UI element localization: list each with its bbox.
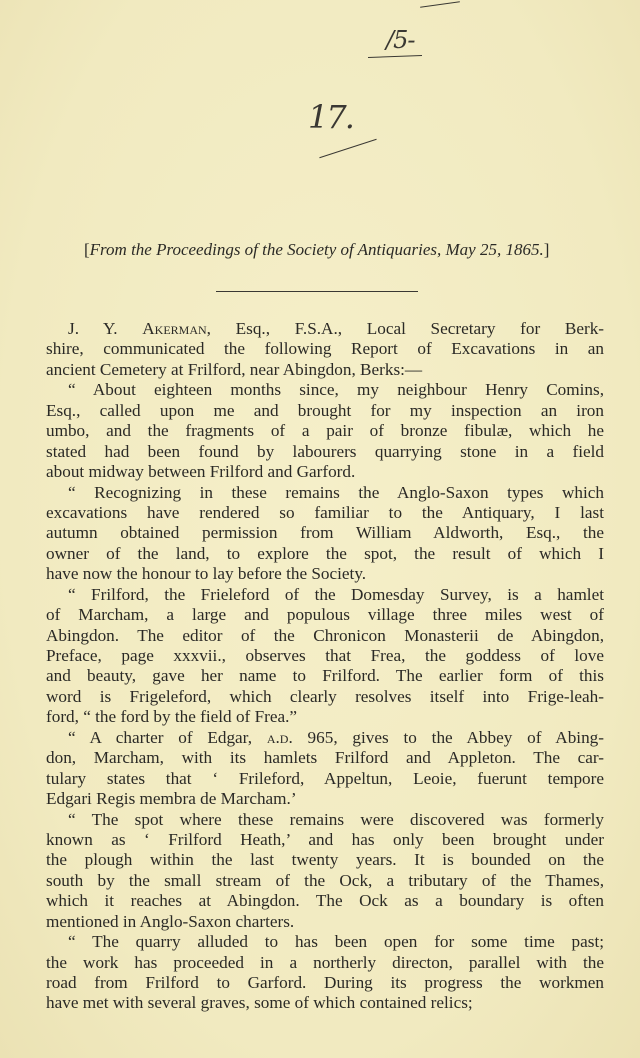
- text-segment: excavations have rendered so familiar to the Antiquary, I last: [46, 502, 604, 522]
- text-line: [46, 953, 604, 973]
- text-segment: ford, “ the ford by the field of Frea.”: [46, 707, 298, 727]
- citation-close-bracket: ]: [543, 240, 550, 259]
- text-line: [46, 401, 604, 421]
- text-segment: the plough within the last twenty years. It is bounded on the: [46, 850, 604, 870]
- text-line: [46, 871, 604, 891]
- text-line: [46, 769, 604, 789]
- text-line: [46, 687, 604, 707]
- text-line: [46, 523, 604, 543]
- text-line: [46, 810, 604, 830]
- text-line: [46, 503, 604, 523]
- text-segment: road from Frilford to Garford. During its progress the workmen: [46, 973, 604, 992]
- text-line: [46, 626, 604, 646]
- article-body: [46, 319, 604, 1014]
- text-segment: which it reaches at Abingdon. The Ock as a boundary is often: [46, 891, 604, 911]
- text-line: [46, 932, 604, 952]
- text-line: [46, 605, 604, 625]
- text-line: [46, 728, 604, 748]
- text-segment: about midway between Frilford and Garford.: [46, 462, 356, 482]
- text-segment: shire, communicated the following Report of Excavations in an: [46, 339, 604, 359]
- text-line: [46, 912, 604, 932]
- text-line: [46, 421, 604, 441]
- text-segment: 965, gives to the Abbey of Abing-: [292, 727, 604, 747]
- handwritten-number-mark: 17.: [308, 98, 353, 136]
- text-segment: mentioned in Anglo-Saxon charters.: [46, 911, 295, 931]
- citation-open-bracket: [: [84, 240, 90, 259]
- handwritten-underline: [368, 55, 422, 58]
- text-line: [46, 380, 604, 400]
- text-line: [46, 544, 604, 564]
- text-line: [46, 891, 604, 911]
- text-line: [46, 339, 604, 359]
- text-segment: word is Frigeleford, which clearly resolves itself into Frige-leah-: [46, 686, 604, 706]
- text-segment: Preface, page xxxvii., observes that Frea, the goddess of love: [46, 646, 604, 665]
- text-segment: “ A charter of Edgar,: [68, 727, 267, 747]
- text-segment: Esq., called upon me and brought for my inspection an iron: [46, 400, 604, 420]
- text-segment: ancient Cemetery at Frilford, near Abingdon, Berks:—: [46, 359, 423, 379]
- text-line: [46, 789, 604, 809]
- citation-text: From the Proceedings of the Society of Antiquaries, May 25, 1865.: [89, 240, 544, 259]
- text-segment: “ Recognizing in these remains the Anglo-Saxon types which: [68, 482, 604, 502]
- text-segment: umbo, and the fragments of a pair of bronze fibulæ, which he: [46, 421, 604, 441]
- text-segment: owner of the land, to explore the spot, the result of which I: [46, 543, 604, 563]
- text-segment: “ The quarry alluded to has been open for some time past;: [68, 932, 604, 952]
- handwritten-stroke: [420, 1, 460, 8]
- text-line: [46, 564, 604, 584]
- text-segment: Abingdon. The editor of the Chronicon Monasterii de Abingdon,: [46, 625, 604, 645]
- text-segment: Edgari Regis membra de Marcham.’: [46, 789, 297, 809]
- text-segment: south by the small stream of the Ock, a tributary of the Thames,: [46, 870, 604, 890]
- citation-header: [84, 240, 604, 260]
- text-line: [46, 850, 604, 870]
- text-line: [46, 993, 604, 1013]
- text-line: [46, 646, 604, 666]
- text-segment: stated had been found by labourers quarrying stone in a field: [46, 441, 604, 461]
- text-line: [46, 442, 604, 462]
- text-segment: “ About eighteen months since, my neighbour Henry Comins,: [68, 380, 604, 400]
- text-line: [46, 319, 604, 339]
- text-segment: “ The spot where these remains were discovered was formerly: [68, 809, 604, 829]
- text-line: [46, 748, 604, 768]
- text-segment: have met with several graves, some of which contained relics;: [46, 993, 473, 1013]
- text-segment: the work has proceeded in a northerly directon, parallel with the: [46, 952, 604, 972]
- text-segment: of Marcham, a large and populous village three miles west of: [46, 605, 604, 625]
- text-segment: a.d.: [266, 727, 293, 747]
- text-segment: known as ‘ Frilford Heath,’ and has only been brought under: [46, 829, 604, 849]
- text-line: [46, 973, 604, 993]
- handwritten-flourish: [319, 139, 376, 158]
- text-segment: don, Marcham, with its hamlets Frilford and Appleton. The car-: [46, 748, 604, 768]
- text-segment: and beauty, gave her name to Frilford. The earlier form of this: [46, 666, 604, 686]
- handwritten-top-mark: /5-: [386, 26, 415, 54]
- text-line: [46, 830, 604, 850]
- text-line: [46, 462, 604, 482]
- text-segment: tulary states that ‘ Frileford, Appeltun, Leoie, fuerunt tempore: [46, 768, 604, 788]
- text-segment: J. Y.: [68, 319, 143, 338]
- text-segment: Akerman: [142, 319, 207, 338]
- text-segment: “ Frilford, the Frieleford of the Domesday Survey, is a hamlet: [68, 584, 604, 604]
- text-line: [46, 360, 604, 380]
- text-line: [46, 666, 604, 686]
- text-segment: autumn obtained permission from William Aldworth, Esq., the: [46, 523, 604, 543]
- section-divider: [216, 291, 418, 292]
- text-line: [46, 585, 604, 605]
- text-segment: , Esq., F.S.A., Local Secretary for Berk-: [206, 319, 605, 338]
- text-line: [46, 707, 604, 727]
- text-segment: have now the honour to lay before the Society.: [46, 564, 367, 584]
- text-line: [46, 483, 604, 503]
